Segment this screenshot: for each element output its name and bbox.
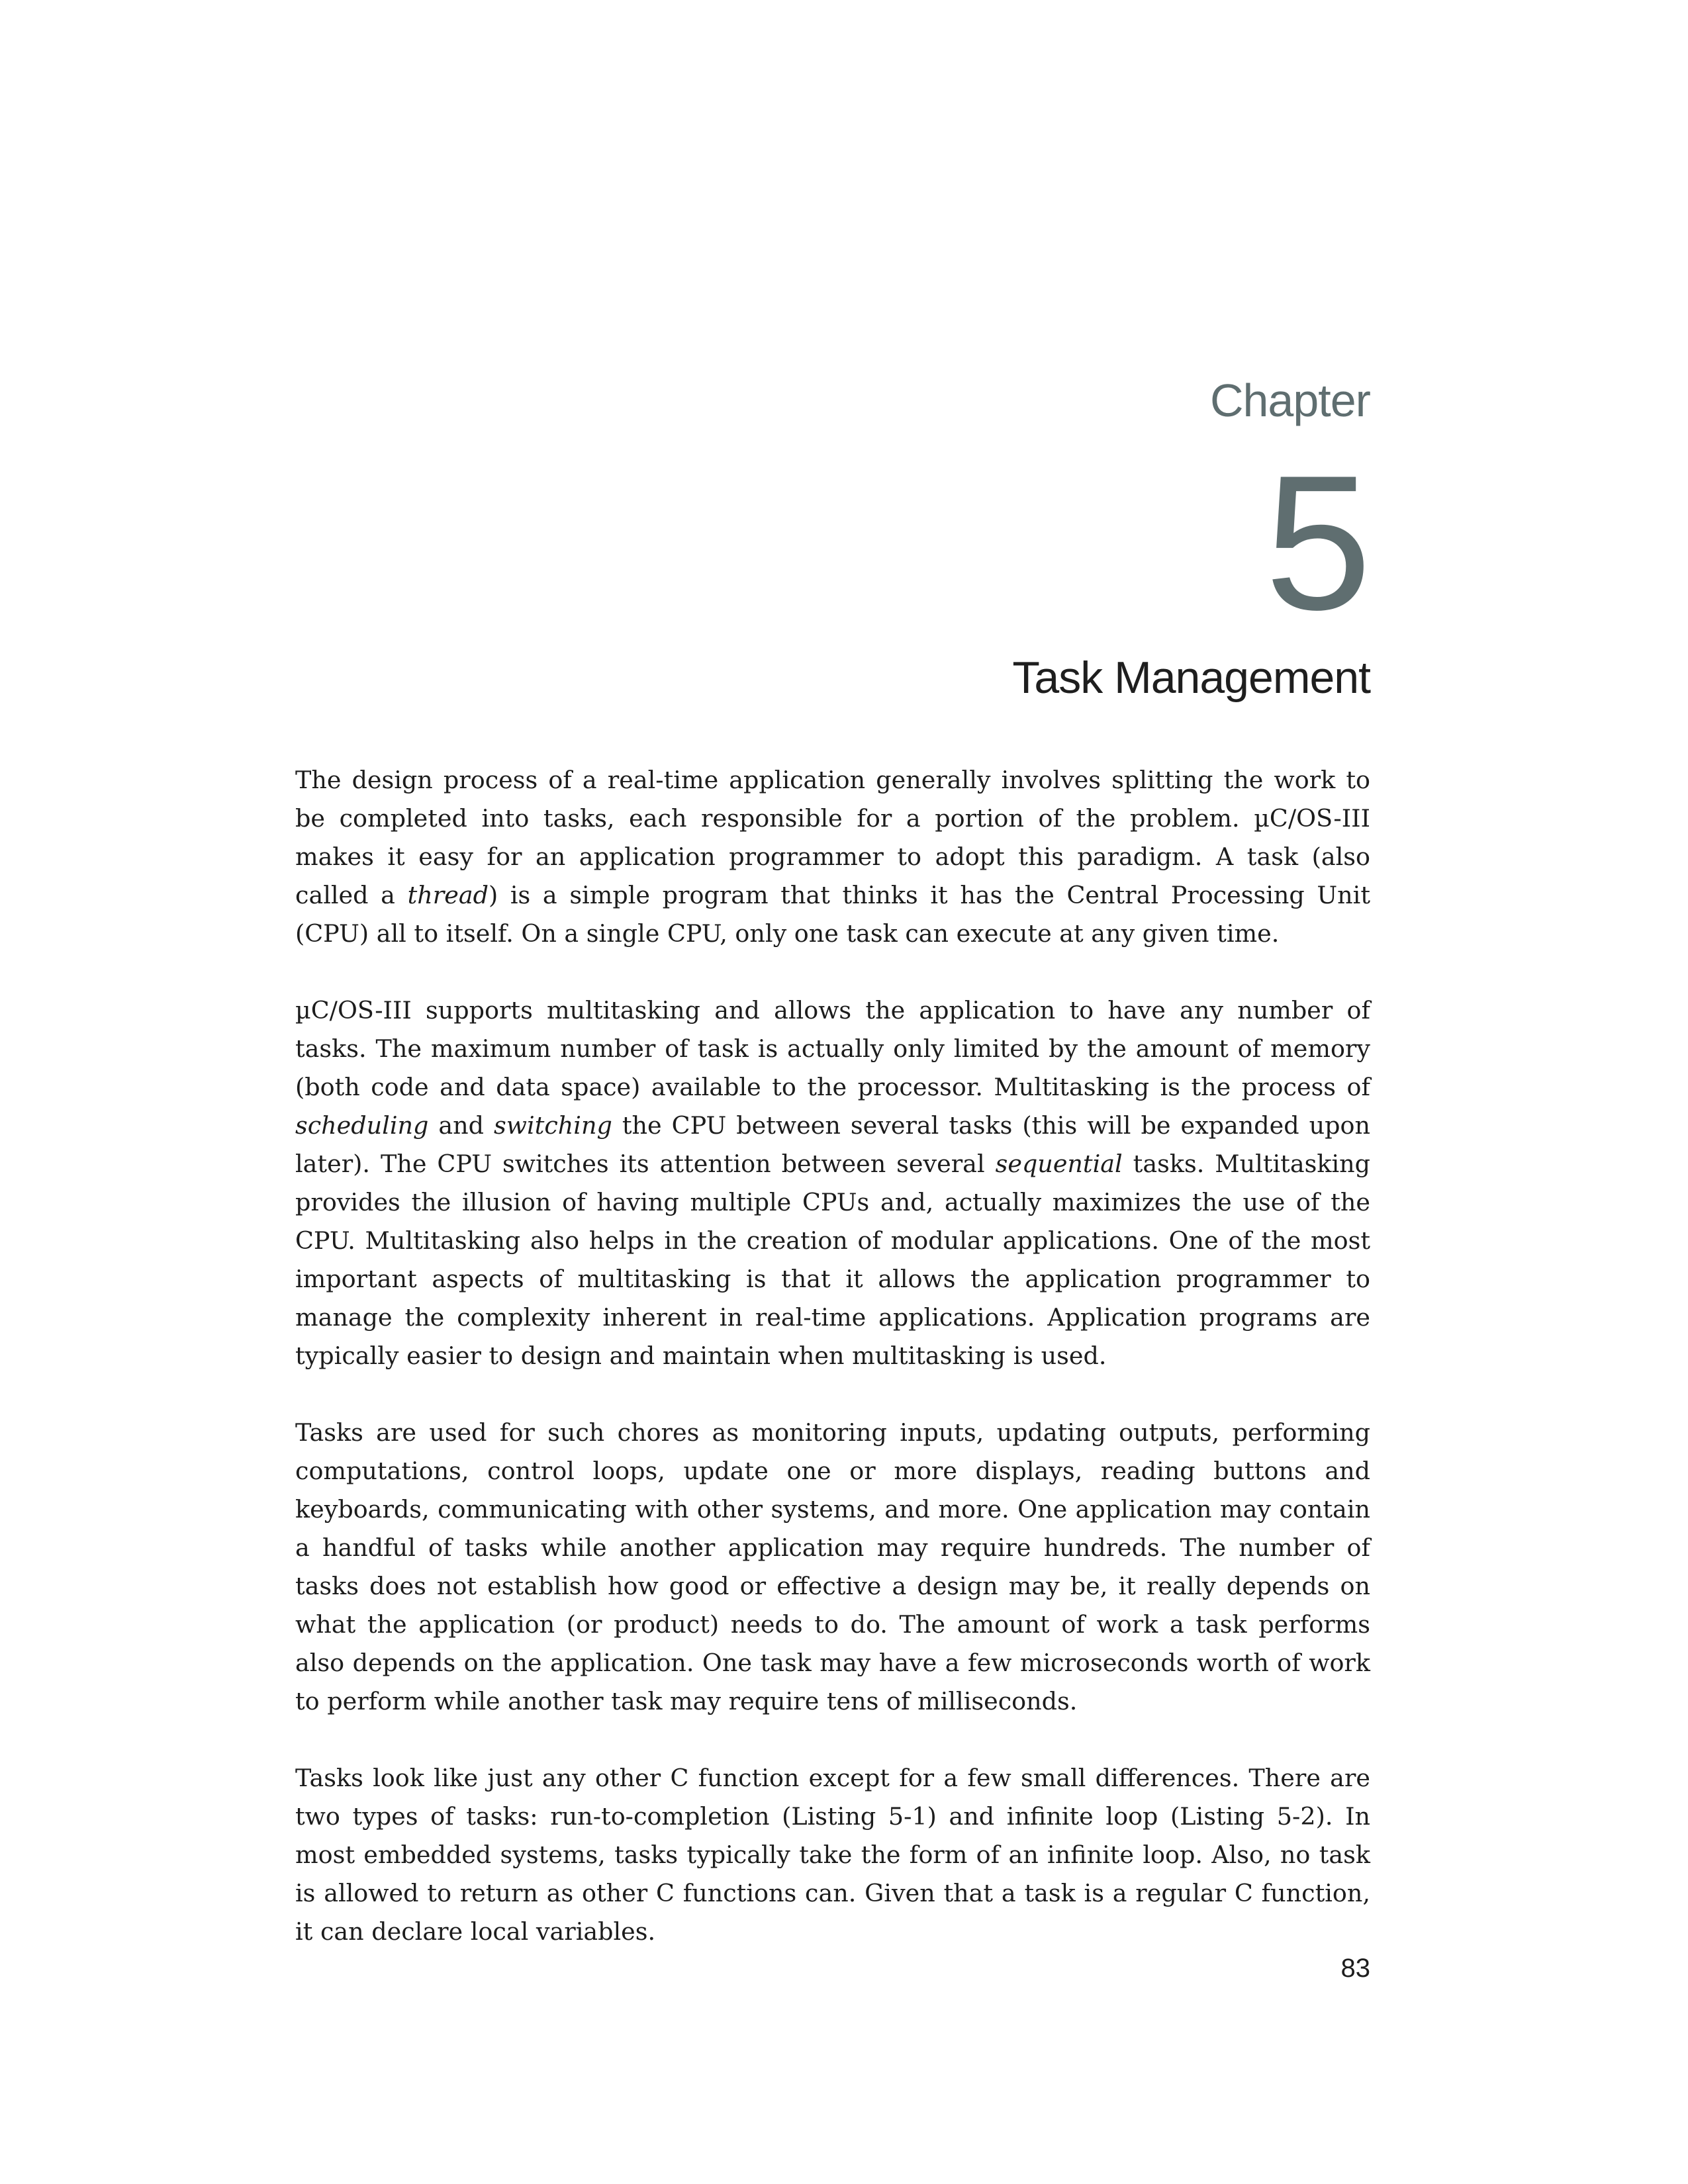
text-run: ) is a simple program that thinks it has the Central Processing Unit (CPU) all to itself. On a single CPU, only one task can execute at any given time. [295,881,1370,948]
emphasis-text: thread [407,881,489,909]
text-run: the CPU between several tasks (this will be expanded upon later). The CPU switches its attention between several [295,1111,1370,1178]
chapter-label: Chapter [1209,375,1370,426]
paragraph-4 [295,1759,1370,1951]
text-run: and [428,1111,494,1140]
text-run: µC/OS-III supports multitasking and allows the application to have any number of tasks. The maximum number of task is actually only limited by the amount of memory (both code and data space) available to the processor. Multitasking is the process of [295,996,1370,1101]
paragraph-3 [295,1414,1370,1721]
text-run: Tasks look like just any other C function except for a few small differences. There are two types of tasks: run-to-completion (Listing 5-1) and infinite loop (Listing 5-2). In most embedded systems, tasks typically take the form of an infinite loop. Also, no task is allowed to return as other C functions can. Given that a task is a regular C function, it can declare local variables. [295,1764,1370,1946]
emphasis-text: switching [494,1111,612,1140]
paragraph-2 [295,991,1370,1375]
chapter-number: 5 [1264,435,1372,650]
body-text [295,761,1370,1989]
emphasis-text: scheduling [295,1111,429,1140]
emphasis-text: sequential [995,1150,1123,1178]
text-run: Tasks are used for such chores as monitoring inputs, updating outputs, performing computations, control loops, update one or more displays, reading buttons and keyboards, communicating with other systems, and more. One application may contain a handful of tasks while another application may require hundreds. The number of tasks does not establish how good or effective a design may be, it really depends on what the application (or product) needs to do. The amount of work a task performs also depends on the application. One task may have a few microseconds worth of work to perform while another task may require tens of milliseconds. [295,1418,1370,1715]
text-run: The design process of a real-time application generally involves splitting the work to be completed into tasks, each responsible for a portion of the problem. µC/OS-III makes it easy for an application programmer to adopt this paradigm. A task (also called a [295,766,1370,909]
chapter-title: Task Management [1012,653,1370,703]
page-number: 83 [1340,1954,1370,1983]
paragraph-1 [295,761,1370,953]
text-run: tasks. Multitasking provides the illusion of having multiple CPUs and, actually maximizes the use of the CPU. Multitasking also helps in the creation of modular applications. One of the most important aspects of multitasking is that it allows the application programmer to manage the complexity inherent in real-time applications. Application programs are typically easier to design and maintain when multitasking is used. [295,1150,1370,1370]
